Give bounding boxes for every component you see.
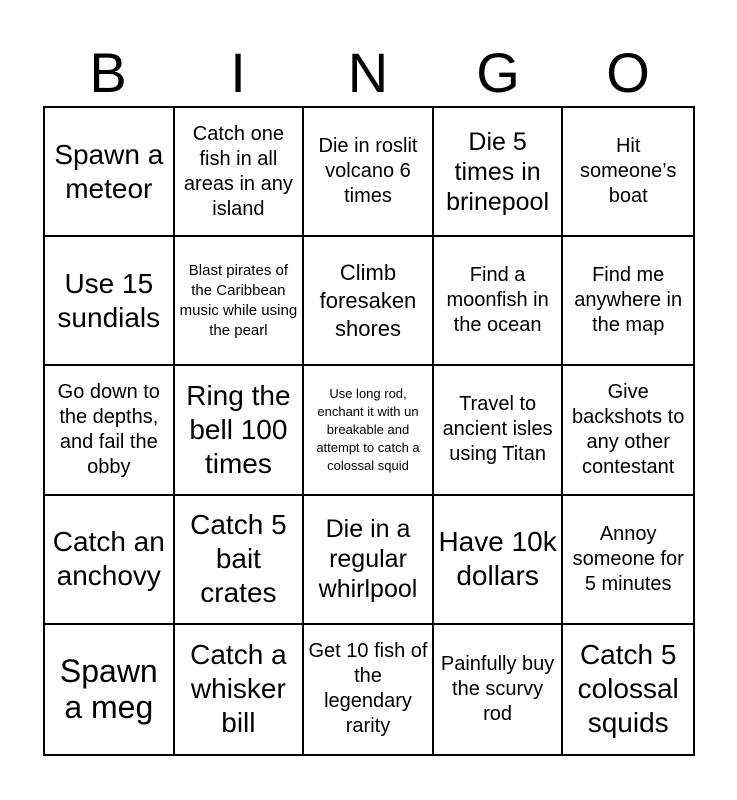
cell-text: Die 5 times in brinepool <box>446 127 550 216</box>
bingo-cell[interactable] <box>434 496 564 625</box>
bingo-cell[interactable] <box>434 366 564 495</box>
cell-text: Find a moonfish in the ocean <box>446 264 549 337</box>
bingo-cell[interactable] <box>45 108 175 237</box>
cell-text: Use long rod, enchant it with un breakable and attempt to catch a colossal squid <box>316 385 420 473</box>
bingo-cell[interactable] <box>304 625 434 754</box>
bingo-cell[interactable] <box>434 237 564 366</box>
cell-text: Go down to the depths, and fail the obby <box>57 380 160 478</box>
header-letter-o: O <box>606 41 650 104</box>
bingo-cell[interactable] <box>434 625 564 754</box>
bingo-cell[interactable] <box>175 108 305 237</box>
cell-text: Climb foresaken shores <box>319 259 417 341</box>
bingo-cell[interactable] <box>563 366 693 495</box>
cell-text: Painfully buy the scurvy rod <box>440 652 555 725</box>
cell-text: Find me anywhere in the map <box>574 264 683 337</box>
bingo-cell[interactable] <box>45 496 175 625</box>
cell-text: Die in a regular whirlpool <box>318 515 418 604</box>
bingo-grid <box>43 106 695 756</box>
bingo-cell[interactable] <box>45 237 175 366</box>
cell-text: Catch one fish in all areas in any island <box>183 122 293 220</box>
bingo-cell[interactable] <box>563 625 693 754</box>
cell-text: Annoy someone for 5 minutes <box>572 522 684 595</box>
cell-text: Spawn a meg <box>59 653 158 726</box>
bingo-cell[interactable] <box>304 366 434 495</box>
cell-text: Travel to ancient isles using Titan <box>442 393 553 466</box>
cell-text: Give backshots to any other contestant <box>572 380 685 478</box>
cell-text: Die in roslit volcano 6 times <box>318 135 418 208</box>
header-letter-n: N <box>347 41 389 104</box>
cell-text: Catch 5 colossal squids <box>577 639 679 739</box>
bingo-cell[interactable] <box>45 625 175 754</box>
cell-text: Hit someone’s boat <box>580 135 677 208</box>
bingo-cell[interactable] <box>175 366 305 495</box>
cell-text: Get 10 fish of the legendary rarity <box>308 640 428 738</box>
cell-text: Catch a whisker bill <box>190 639 287 739</box>
header-letter-i: I <box>230 41 246 104</box>
bingo-cell[interactable] <box>175 237 305 366</box>
bingo-cell[interactable] <box>175 625 305 754</box>
header-letter-g: G <box>476 41 520 104</box>
bingo-cell[interactable] <box>45 366 175 495</box>
cell-text: Ring the bell 100 times <box>186 379 291 479</box>
bingo-cell[interactable] <box>563 108 693 237</box>
cell-text: Have 10k dollars <box>438 526 557 592</box>
bingo-cell[interactable] <box>563 237 693 366</box>
cell-text: Catch 5 bait crates <box>190 509 287 609</box>
bingo-cell[interactable] <box>175 496 305 625</box>
bingo-cell[interactable] <box>563 496 693 625</box>
cell-text: Catch an anchovy <box>52 526 165 592</box>
bingo-cell[interactable] <box>304 108 434 237</box>
cell-text: Spawn a meteor <box>54 138 164 204</box>
header-letter-b: B <box>89 41 127 104</box>
bingo-header <box>43 40 693 106</box>
bingo-cell[interactable] <box>304 237 434 366</box>
cell-text: Blast pirates of the Caribbean music while using the pearl <box>179 261 298 339</box>
bingo-cell[interactable] <box>304 496 434 625</box>
bingo-cell[interactable] <box>434 108 564 237</box>
cell-text: Use 15 sundials <box>57 267 161 333</box>
